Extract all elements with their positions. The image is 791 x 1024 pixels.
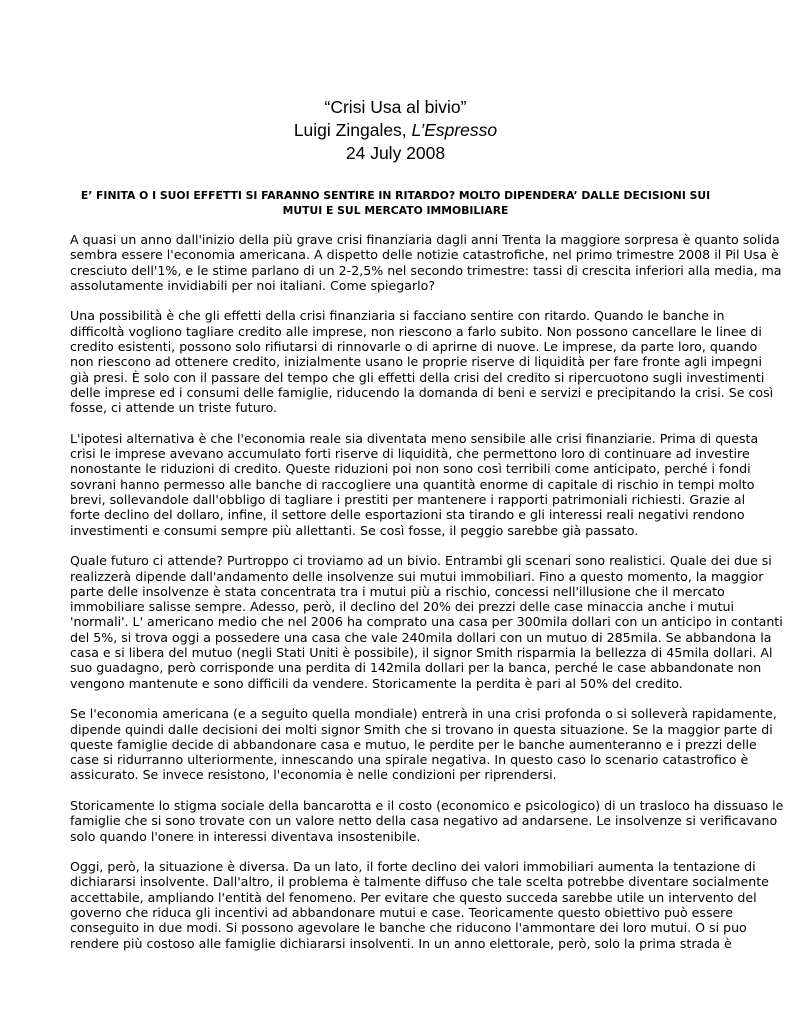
article-date: 24 July 2008 — [345, 143, 446, 163]
text-line: immobiliare salisse sempre. Adesso, però, il declino del 20% dei prezzi delle case minaccia anche i mutui — [70, 599, 735, 615]
text-line: Oggi, però, la situazione è diversa. Da un lato, il forte declino dei valori immobiliari aumenta la tentazione di — [70, 859, 756, 875]
text-line: dipende quindi dalle decisioni dei molti signor Smith che si trovano in questa situazione. Se la maggior parte di — [70, 721, 773, 737]
text-line: dichiararsi insolvente. Dall'altro, il problema è talmente diffuso che tale scelta potrebbe diventare socialmente — [70, 874, 769, 890]
text-line: investimenti e consumi sempre più allettanti. Se così fosse, il peggio sarebbe già passato. — [70, 522, 639, 538]
text-line: A quasi un anno dall'inizio della più grave crisi finanziaria dagli anni Trenta la maggiore sorpresa è quanto solida — [70, 232, 780, 247]
text-line: credito esistenti, possono solo rifiutarsi di rinnovarle o di aprirne di nuove. Le imprese, da parte loro, quando — [70, 339, 758, 355]
text-line: crisi le imprese avevano accumulato forti riserve di liquidità, che permettono loro di continuare ad investire — [70, 446, 750, 462]
text-line: queste famiglie decide di abbandonare casa e mutuo, le perdite per le banche aumenteranno e i prezzi delle — [70, 736, 757, 752]
text-line: brevi, sollevandole dall'obbligo di tagliare i prestiti per mantenere i rapporti patrimoniali richiesti. Grazie al — [70, 492, 746, 508]
text-line: governo che riduca gli incentivi ad abbandonare mutui e case. Teoricamente questo obiettivo può essere — [70, 905, 733, 921]
publication-name: L’Espresso — [411, 120, 498, 140]
text-line: Storicamente lo stigma sociale della bancarotta e il costo (economico e psicologico) di un trasloco ha dissuaso le — [70, 797, 784, 813]
text-line: delle imprese ed i consumi delle famiglie, riducendo la domanda di beni e servizi e precipitando la crisi. Se così — [70, 384, 774, 400]
paragraph — [70, 308, 774, 416]
text-line: suo guadagno, però corrisponde una perdita di 142mila dollari per la banca, perché le case abbandonate non — [70, 660, 762, 676]
text-line: Una possibilità è che gli effetti della crisi finanziaria si facciano sentire con ritardo. Quando le banche in — [70, 308, 725, 324]
text-line: forte declino del dollaro, infine, il settore delle esportazioni sta tirando e gli interessi reali negativi rendono — [70, 507, 745, 523]
paragraph — [70, 859, 769, 951]
text-line: assolutamente invidiabili per noi italiani. Come spiegarlo? — [70, 277, 436, 293]
text-line: vengono mantenute e sono difficili da vendere. Storicamente la perdita è pari al 50% del credito. — [70, 675, 683, 691]
text-line: già presi. È solo con il passare del tempo che gli effetti della crisi del credito si ripercuotono sugli investimenti — [70, 369, 765, 385]
text-line: nonostante le riduzioni di credito. Queste riduzioni poi non sono così terribili come anticipato, perché i fondi — [70, 461, 751, 477]
article-body — [70, 232, 784, 966]
text-line: difficoltà vogliono tagliare credito alle imprese, non riescono a farlo subito. Non possono cancellare le linee di — [70, 323, 762, 339]
paragraph — [70, 232, 782, 293]
text-line: accettabile, ampliando l'entità del fenomeno. Per evitare che questo succeda sarebbe utile un intervento del — [70, 889, 757, 905]
paragraph — [70, 797, 784, 844]
text-line: realizzerà dipende dall'andamento delle insolvenze sui mutui immobiliari. Fino a questo momento, la maggior — [70, 568, 764, 584]
text-line: Se l'economia americana (e a seguito quella mondiale) entrerà in una crisi profonda o si solleverà rapidamente, — [70, 706, 777, 722]
text-line: case si ridurranno ulteriormente, innescando una spirale negativa. In questo caso lo scenario catastrofico è — [70, 752, 749, 768]
article-title: “Crisi Usa al bivio” — [324, 97, 467, 117]
text-line: assicurato. Se invece resistono, l'economia è nelle condizioni per riprendersi. — [70, 767, 557, 783]
paragraph — [70, 706, 777, 783]
paragraph — [70, 553, 783, 691]
text-line: L'ipotesi alternativa è che l'economia reale sia diventata meno sensibile alle crisi finanziarie. Prima di questa — [70, 430, 759, 446]
author-line — [0, 119, 791, 142]
text-line: solo quando l'onere in interessi diventava insostenibile. — [70, 828, 421, 844]
paragraph — [70, 430, 759, 538]
text-line: parte delle insolvenze è stata concentrata tra i mutui più a rischio, concessi nell'illusione che il mercato — [70, 583, 725, 599]
text-line: rendere più costoso alle famiglie dichiararsi insolventi. In un anno elettorale, però, solo la prima strada è — [70, 935, 732, 951]
author-name: Luigi Zingales, — [293, 120, 412, 140]
text-line: conseguito in due modi. Si possono agevolare le banche che riducono l'ammontare dei loro mutui. O si puo — [70, 920, 747, 936]
text-line: del 5%, si trova oggi a possedere una casa che vale 240mila dollari con un mutuo di 285mila. Se abbandona la — [70, 629, 772, 645]
text-line: famiglie che si sono trovate con un valore netto della casa negativo ad andarsene. Le insolvenze si verificavano — [70, 813, 778, 829]
text-line: fosse, ci attende un triste futuro. — [70, 400, 278, 416]
article-header — [0, 96, 791, 165]
article-subtitle: E’ FINITA O I SUOI EFFETTI SI FARANNO SENTIRE IN RITARDO? MOLTO DIPENDERA’ DALLE DECISIONI SUI MUTUI E SUL MERCATO IMMOBILIARE — [80, 189, 711, 217]
text-line: casa e si libera del mutuo (negli Stati Uniti è possibile), il signor Smith risparmia la bellezza di 45mila dollari. Al — [70, 645, 773, 661]
text-line: non riescono ad ottenere credito, inizialmente usano le proprie riserve di liquidità per fare fronte agli impegni — [70, 354, 762, 370]
text-line: sovrani hanno permesso alle banche di raccogliere una quantità enorme di capitale di rischio in tempi molto — [70, 476, 755, 492]
text-line: Quale futuro ci attende? Purtroppo ci troviamo ad un bivio. Entrambi gli scenari sono realistici. Quale dei due si — [70, 553, 772, 569]
text-line: 'normali'. L' americano medio che nel 2006 ha comprato una casa per 300mila dollari con un anticipo in contanti — [70, 614, 783, 630]
text-line: sembra essere l'economia americana. A dispetto delle notizie catastrofiche, nel primo trimestre 2008 il Pil Usa è — [70, 247, 779, 263]
text-line: cresciuto dell'1%, e le stime parlano di un 2-2,5% nel secondo trimestre: tassi di crescita inferiori alla media, ma — [70, 262, 782, 278]
